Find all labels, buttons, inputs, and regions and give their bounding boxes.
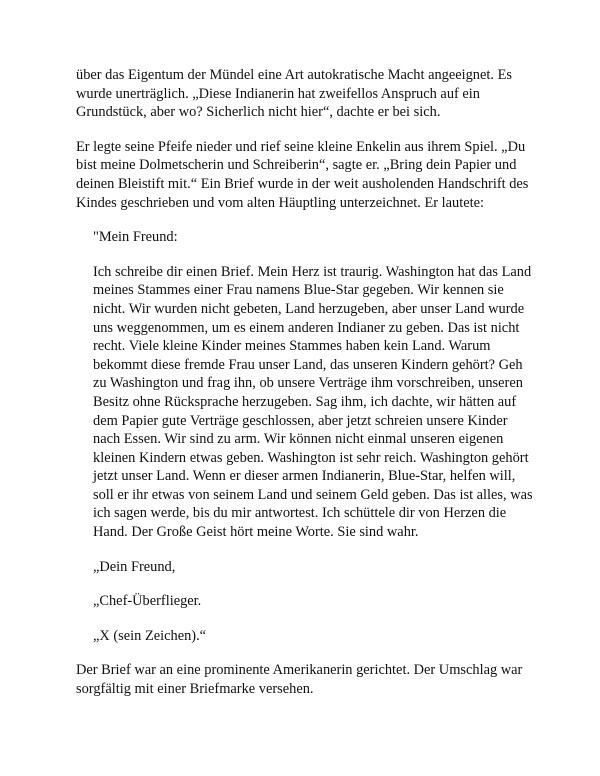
document-page [76, 66, 536, 715]
paragraph-pfeife: Er legte seine Pfeife nieder und rief seine kleine Enkelin aus ihrem Spiel. „Du bist meine Dolmetscherin und Schreiberin“, sagte er. „Bring dein Papier und deinen Bleistift mit.“ Ein Brief wurde in der weit ausholenden Handschrift des Kindes geschrieben und vom alten Häuptling unterzeichnet. Er lautete: [76, 138, 529, 211]
paragraph-umschlag: Der Brief war an eine prominente Amerikanerin gerichtet. Der Umschlag war sorgfältig mit einer Briefmarke versehen. [76, 662, 523, 698]
letter-closing: „Dein Freund, [93, 558, 176, 575]
letter-mark: „X (sein Zeichen).“ [93, 627, 207, 644]
letter-body: Ich schreibe dir einen Brief. Mein Herz ist traurig. Washington hat das Land meines Stammes einer Frau namens Blue-Star gegeben. Wir kennen sie nicht. Wir wurden nicht gebeten, Land herzugeben, aber unser Land wurde uns weggenommen, um es einem anderen Indianer zu geben. Das ist nicht recht. Viele kleine Kinder meines Stammes haben kein Land. Warum bekommt diese fremde Frau unser Land, das unseren Kindern gehört? Geh zu Washington und frag ihn, ob unsere Verträge ihm vorschreiben, unseren Besitz ohne Rücksprache herzugeben. Sag ihm, ich dachte, wir hätten auf dem Papier gute Verträge geschlossen, aber jetzt schreien unsere Kinder nach Essen. Wir sind zu arm. Wir können nicht einmal unseren eigenen kleinen Kindern etwas geben. Washington ist sehr reich. Washington gehört jetzt unser Land. Wenn er dieser armen Indianerin, Blue-Star, helfen will, soll er ihr etwas von seinem Land und seinem Geld geben. Das ist alles, was ich sagen werde, bis du mir antwortest. Ich schüttele dir von Herzen die Hand. Der Große Geist hört meine Worte. Sie sind wahr. [93, 263, 533, 541]
letter-signature: „Chef-Überflieger. [93, 593, 202, 610]
paragraph-eigentum: über das Eigentum der Mündel eine Art autokratische Macht angeeignet. Es wurde unerträglich. „Diese Indianerin hat zweifellos Anspruch auf ein Grundstück, aber wo? Sicherlich nicht hier“, dachte er bei sich. [76, 67, 512, 121]
letter-salutation: "Mein Freund: [93, 229, 178, 246]
